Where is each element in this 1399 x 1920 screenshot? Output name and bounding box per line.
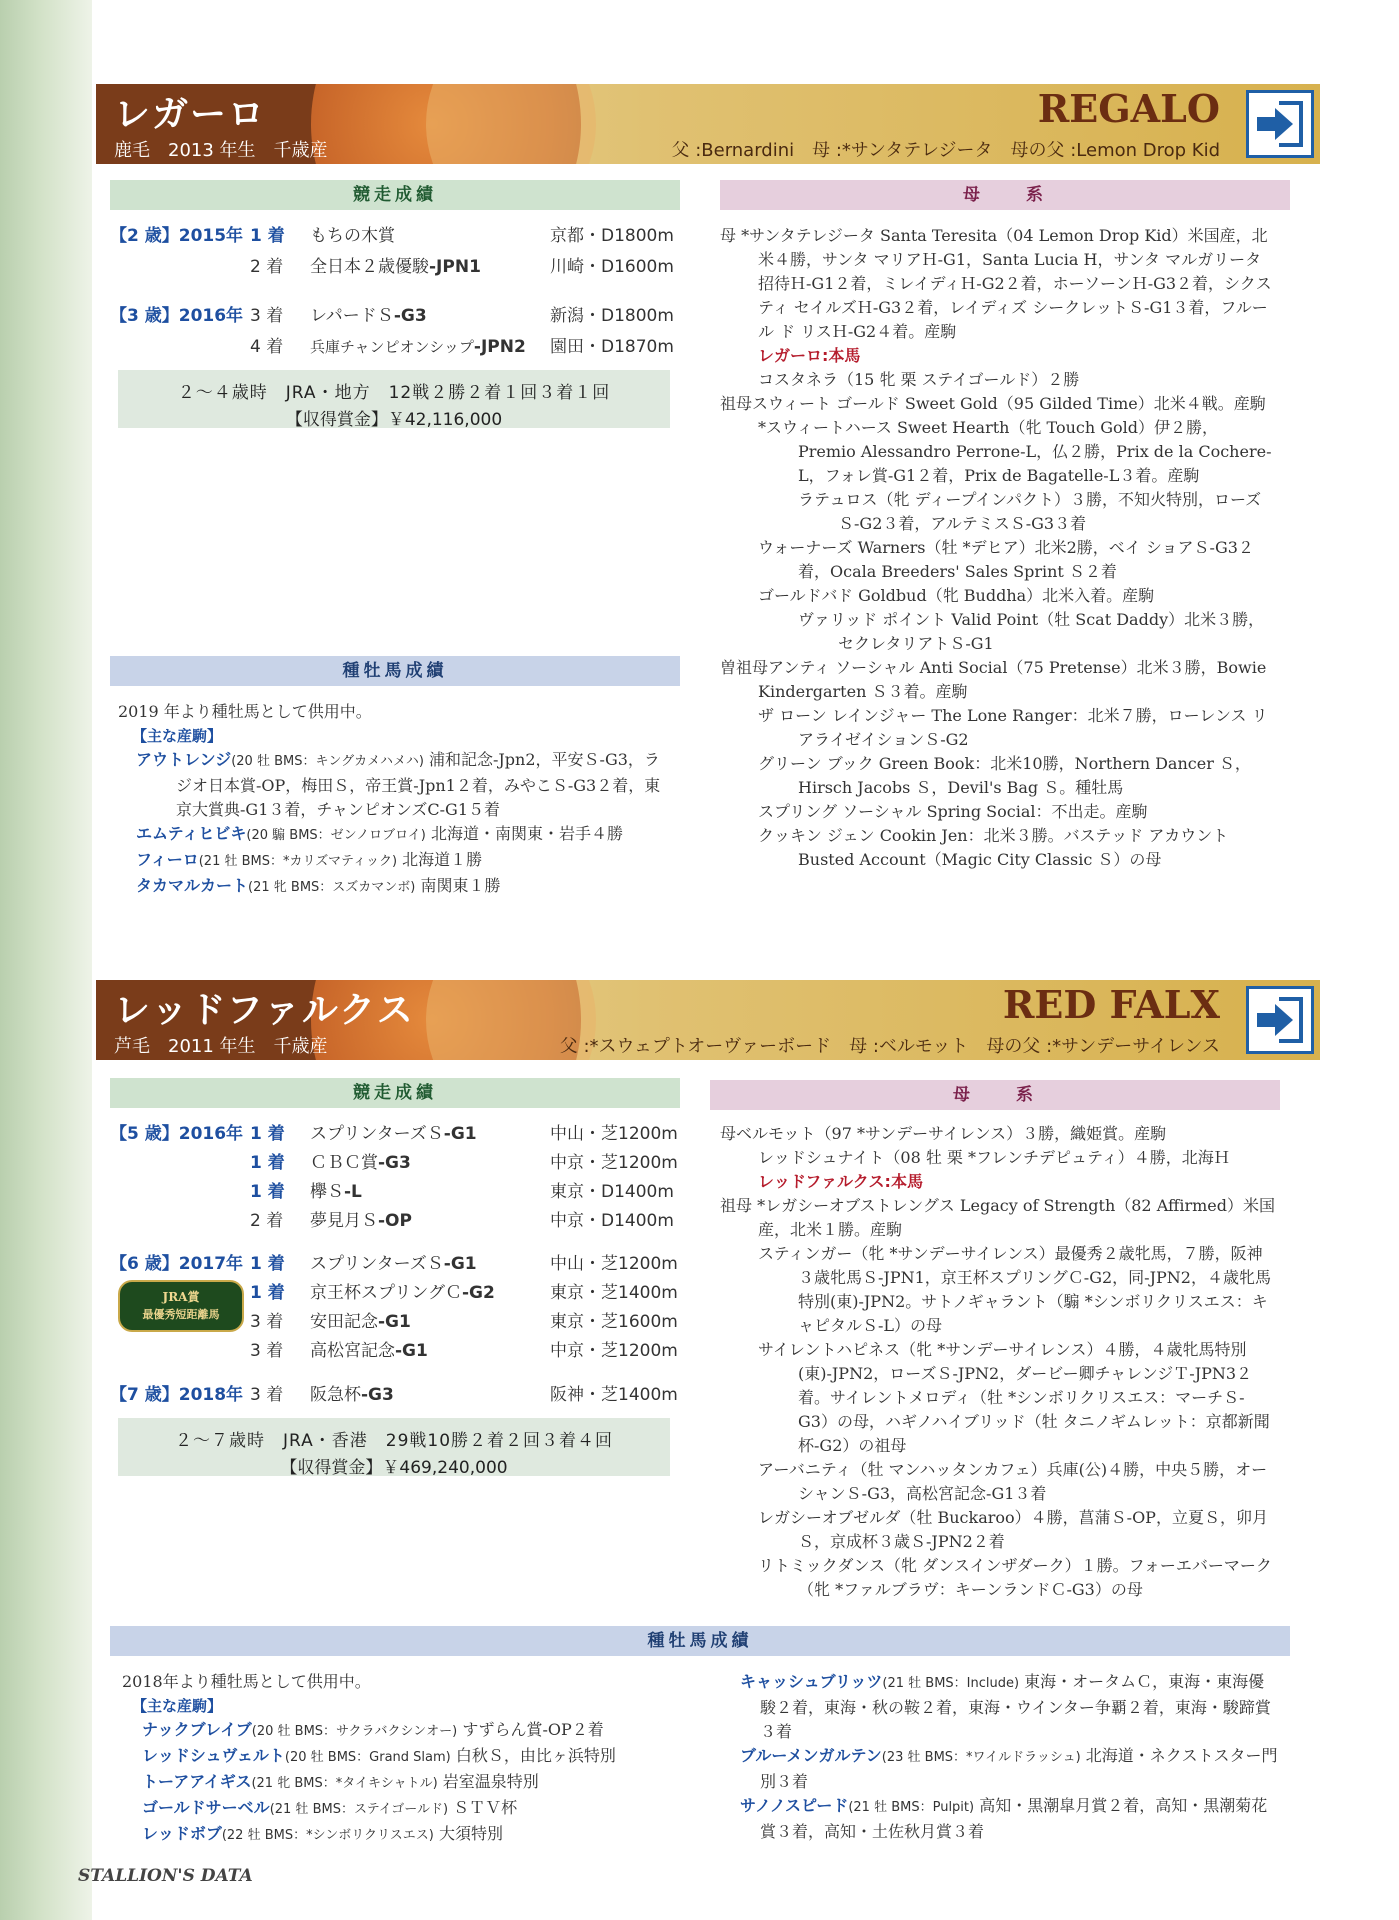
offspring-entry: レッドボブ(22 牡 BMS：*シンボリクリスエス) 大須特別 [142,1824,503,1843]
career-summary [118,1418,670,1476]
offspring-entry: ブルーメンガルテン(23 牡 BMS：*ワイルドラッシュ) 北海道・ネクストスター門別３着 [740,1746,1278,1791]
record-venue: 阪神・芝1400m [550,1385,678,1405]
major-offspring-label: 【主な産駒】 [132,727,223,745]
footer-label: STALLION'S DATA [78,1866,253,1886]
record-place: 1 着 [250,1254,285,1274]
record-venue: 京都・D1800m [550,226,674,246]
record-year: 【6 歳】2017年 [110,1254,244,1274]
offspring-entry: フィーロ(21 牡 BMS：*カリズマティック) 北海道１勝 [136,850,483,869]
record-place: 3 着 [250,1341,284,1361]
dam-entry: ゴールドバド Goldbud（牝 Buddha）北米入着。産駒 [758,586,1155,605]
record-venue: 中京・芝1200m [550,1341,678,1361]
horse-name-jp: レガーロ [114,94,267,135]
horse-pedigree: 父 :Bernardini 母 :*サンタテレジータ 母の父 :Lemon Drop Kid [671,140,1220,161]
record-place: 1 着 [250,1153,285,1173]
record-place: 1 着 [250,1283,285,1303]
record-year: 【2 歳】2015年 [110,226,244,246]
record-grade: -L [344,1182,362,1202]
record-race: スプリンターズＳ [310,1124,444,1144]
badge-title: JRA賞 [162,1290,200,1304]
offspring-entry: キャッシュブリッツ(21 牡 BMS：Include) 東海・オータムＣ，東海・東海優駿２着，東海・秋の鞍２着，東海・ウインター争覇２着，東海・駿蹄賞３着 [740,1672,1271,1741]
stud-record-header: 種牡馬成績 [110,1626,1290,1656]
record-venue: 中山・芝1200m [550,1124,678,1144]
record-place: 3 着 [250,306,284,326]
race-record-row [110,253,674,281]
record-race: スプリンターズＳ [310,1254,444,1274]
dam-entry: クッキン ジェン Cookin Jen：北米３勝。バステッド アカウント Busted Account（Magic City Classic Ｓ）の母 [758,826,1229,869]
stud-record-text-right [740,1670,1280,1844]
horse-header-red-falx [96,980,1320,1060]
self-entry: レガーロ:本馬 [758,346,861,365]
dam-entry: ラテュロス（牝 ディープインパクト）３勝，不知火特別，ローズＳ-G2３着，アルテミスＳ-G3３着 [798,490,1262,533]
link-button[interactable] [1246,986,1314,1054]
great-granddam-entry: 曽祖母アンティ ソーシャル Anti Social（75 Pretense）北米３勝，Bowie Kindergarten Ｓ３着。産駒 [720,658,1267,701]
self-entry: レッドファルクス:本馬 [758,1172,923,1191]
record-venue: 中京・D1400m [550,1211,674,1231]
horse-profile: 鹿毛 2013 年生 千歳産 [114,140,328,161]
record-venue: 東京・芝1400m [550,1283,678,1303]
side-color-band [0,0,92,1920]
stud-intro: 2019 年より種牡馬として供用中。 [118,702,372,721]
summary-record: ２～４歳時 JRA・地方 12戦２勝２着１回３着１回 [177,383,611,403]
career-summary [118,370,670,428]
record-venue: 東京・芝1600m [550,1312,678,1332]
dam-entry: アーバニティ（牡 マンハッタンカフェ）兵庫(公)４勝，中央５勝，オーシャンＳ-G3，高松宮記念-G1３着 [758,1460,1268,1503]
record-grade: -G1 [378,1312,411,1332]
record-venue: 川崎・D1600m [550,257,674,277]
race-record-row [110,1250,678,1278]
record-place: 4 着 [250,337,284,357]
offspring-entry: レッドシュヴェルト(20 牡 BMS：Grand Slam) 白秋Ｓ，由比ヶ浜特別 [142,1746,616,1765]
horse-name-en: RED FALX [1002,982,1220,1027]
record-grade: -G1 [395,1341,428,1361]
record-race: レパードＳ [310,306,394,326]
jra-award-badge [118,1280,244,1332]
record-race: 安田記念 [310,1312,378,1332]
record-grade: -OP [378,1211,412,1231]
dam-entry: レッドシュナイト（08 牡 栗 *フレンチデピュティ）４勝，北海Ｈ [758,1148,1230,1167]
record-place: 2 着 [250,257,284,277]
dam-line-text [720,1122,1275,1602]
horse-name-en: REGALO [1037,86,1220,131]
dam-line-header: 母 系 [710,1080,1280,1110]
stud-record-text-left [122,1670,702,1848]
offspring-entry: アウトレンジ(20 牡 BMS：キングカメハメハ) 浦和記念-Jpn2，平安Ｓ-G3，ラジオ日本賞-OP，梅田Ｓ，帝王賞-Jpn1２着，みやこＳ-G3２着，東京大賞典-G1３着，チャンピオンズC-G1５着 [136,750,661,819]
record-venue: 園田・D1870m [550,337,674,357]
record-venue: 新潟・D1800m [550,306,674,326]
dam-line-text [720,224,1275,872]
header-swoosh-light [426,84,596,164]
offspring-entry: ゴールドサーベル(21 牡 BMS：ステイゴールド) ＳＴＶ杯 [142,1798,518,1817]
horse-header-regalo [96,84,1320,164]
dam-entry: グリーン ブック Green Book：北米10勝，Northern Dancer Ｓ，Hirsch Jacobs Ｓ，Devil's Bag Ｓ。種牡馬 [758,754,1251,797]
dam-entry: *スウィートハース Sweet Hearth（牝 Touch Gold）伊２勝，Premio Alessandro Perrone-L，仏２勝，Prix de la Cochere-L，フォレ賞-G1２着，Prix de Bagatelle-L３着。産駒 [758,418,1272,485]
record-year: 【5 歳】2016年 [110,1124,244,1144]
granddam-entry: 祖母スウィート ゴールド Sweet Gold（95 Gilded Time）北米４戦。産駒 [720,394,1266,413]
record-venue: 東京・D1400m [550,1182,674,1202]
badge-category: 最優秀短距離馬 [142,1308,220,1321]
dam-entry: リトミックダンス（牝 ダンスインザダーク）１勝。フォーエバーマーク（牝 *ファルブラヴ：キーンランドＣ-G3）の母 [758,1556,1272,1599]
record-place: 3 着 [250,1312,284,1332]
stud-record-header: 種牡馬成績 [110,656,680,686]
race-record-row [110,1178,674,1206]
arrow-into-box-icon [1249,93,1311,155]
dam-entry: コスタネラ（15 牝 栗 ステイゴールド）２勝 [758,370,1080,389]
record-place: 1 着 [250,1182,285,1202]
record-race: 全日本２歳優駿 [310,257,429,277]
link-button[interactable] [1246,90,1314,158]
race-record-row [110,333,674,361]
offspring-entry: ナックブレイブ(20 牡 BMS：サクラバクシンオー) すずらん賞-OP２着 [142,1720,604,1739]
record-race: 欅Ｓ [310,1182,344,1202]
record-race: 京王杯スプリングＣ [310,1283,462,1303]
race-record-row [110,1207,674,1235]
dam-entry: ザ ローン レインジャー The Lone Ranger：北米７勝，ローレンス リアライゼイションＳ-G2 [758,706,1268,749]
record-grade: -G3 [393,306,427,326]
summary-earnings: 【収得賞金】￥42,116,000 [285,410,503,430]
race-record-row [110,1381,678,1409]
arrow-into-box-icon [1249,989,1311,1051]
record-grade: -G1 [443,1124,477,1144]
stud-intro: 2018年より種牡馬として供用中。 [122,1672,371,1691]
major-offspring-label: 【主な産駒】 [132,1697,223,1715]
record-race: 高松宮記念 [310,1341,395,1361]
horse-name-jp: レッドファルクス [114,990,415,1031]
record-grade: -G2 [461,1283,495,1303]
record-place: 1 着 [250,226,285,246]
record-grade: -G3 [361,1385,394,1405]
dam-entry: サイレントハピネス（牝 *サンデーサイレンス）４勝，４歳牝馬特別(東)-JPN2，ローズＳ-JPN2，ダービー卿チャレンジＴ-JPN3２着。サイレントメロディ（牡 *シンボリクリスエス：マーチＳ-G3）の母，ハギノハイブリッド（牡 タニノギムレット：京都新聞杯-G2）の祖母 [758,1340,1270,1455]
record-venue: 中山・芝1200m [550,1254,678,1274]
record-race: 夢見月Ｓ [310,1211,378,1231]
record-race: もちの木賞 [310,226,395,246]
stud-record-text [118,700,673,900]
record-venue: 中京・芝1200m [550,1153,678,1173]
race-record-row [110,1149,678,1177]
record-race: 阪急杯 [310,1385,361,1405]
summary-record: ２～７歳時 JRA・香港 29戦10勝２着２回３着４回 [174,1431,614,1451]
dam-entry: レガシーオブゼルダ（牡 Buckaroo）４勝，菖蒲Ｓ-OP，立夏Ｓ，卯月Ｓ，京成杯３歳Ｓ-JPN2２着 [758,1508,1268,1551]
record-year: 【3 歳】2016年 [110,306,244,326]
dam-entry: ヴァリッド ポイント Valid Point（牡 Scat Daddy）北米３勝，セクレタリアトＳ-G1 [798,610,1265,653]
record-race: 兵庫チャンピオンシップ [310,338,474,356]
offspring-entry: タカマルカート(21 牝 BMS：スズカマンボ) 南関東１勝 [136,876,501,895]
dam-entry: スティンガー（牝 *サンデーサイレンス）最優秀２歳牝馬，７勝，阪神３歳牝馬Ｓ-JPN1，京王杯スプリングＣ-G2，同-JPN2，４歳牝馬特別(東)-JPN2。サトノギャラント（騸 *シンボリクリスエス：キャピタルＳ-L）の母 [758,1244,1271,1335]
race-record-row [110,1337,678,1365]
race-record-header: 競走成績 [110,180,680,210]
record-grade: -G3 [378,1153,411,1173]
race-record-row [110,1120,678,1148]
horse-pedigree: 父 :*スウェプトオーヴァーボード 母 :ベルモット 母の父 :*サンデーサイレンス [559,1036,1220,1057]
race-record-row [110,302,674,330]
record-place: 1 着 [250,1124,285,1144]
race-record-row [110,222,674,250]
summary-earnings: 【収得賞金】￥469,240,000 [280,1458,508,1478]
granddam-entry: 祖母 *レガシーオブストレングス Legacy of Strength（82 Affirmed）米国産，北米１勝。産駒 [720,1196,1275,1239]
offspring-entry: エムティヒビキ(20 騸 BMS：ゼンノロブロイ) 北海道・南関東・岩手４勝 [136,824,623,843]
dam-entry: スプリング ソーシャル Spring Social：不出走。産駒 [758,802,1148,821]
record-race: ＣＢＣ賞 [310,1153,378,1173]
record-place: 2 着 [250,1211,284,1231]
race-record-header: 競走成績 [110,1078,680,1108]
horse-profile: 芦毛 2011 年生 千歳産 [114,1036,328,1057]
offspring-entry: トーアアイギス(21 牝 BMS：*タイキシャトル) 岩室温泉特別 [142,1772,539,1791]
offspring-entry: サノノスピード(21 牡 BMS：Pulpit) 高知・黒潮皐月賞２着，高知・黒潮菊花賞３着，高知・土佐秋月賞３着 [740,1796,1268,1841]
record-place: 3 着 [250,1385,284,1405]
record-grade: -G1 [443,1254,477,1274]
record-grade: -JPN2 [473,337,526,357]
dam-entry: 母ベルモット（97 *サンデーサイレンス）３勝，織姫賞。産駒 [720,1124,1167,1143]
dam-entry: 母 *サンタテレジータ Santa Teresita（04 Lemon Drop Kid）米国産，北米４勝，サンタ マリアＨ-G1，Santa Lucia H，サンタ マルガリータ招待Ｈ-G1２着，ミレイディＨ-G2２着，ホーソーンＨ-G3２着，シクスティ セイルズＨ-G3２着，レイディズ シークレットＳ-G1３着，フルール ド リスＨ-G2４着。産駒 [720,226,1272,341]
record-grade: -JPN1 [429,257,481,277]
dam-line-header: 母 系 [720,180,1290,210]
dam-entry: ウォーナーズ Warners（牡 *デヒア）北米2勝，ベイ ショアＳ-G3２着，Ocala Breeders' Sales Sprint Ｓ２着 [758,538,1254,581]
record-year: 【7 歳】2018年 [110,1385,244,1405]
